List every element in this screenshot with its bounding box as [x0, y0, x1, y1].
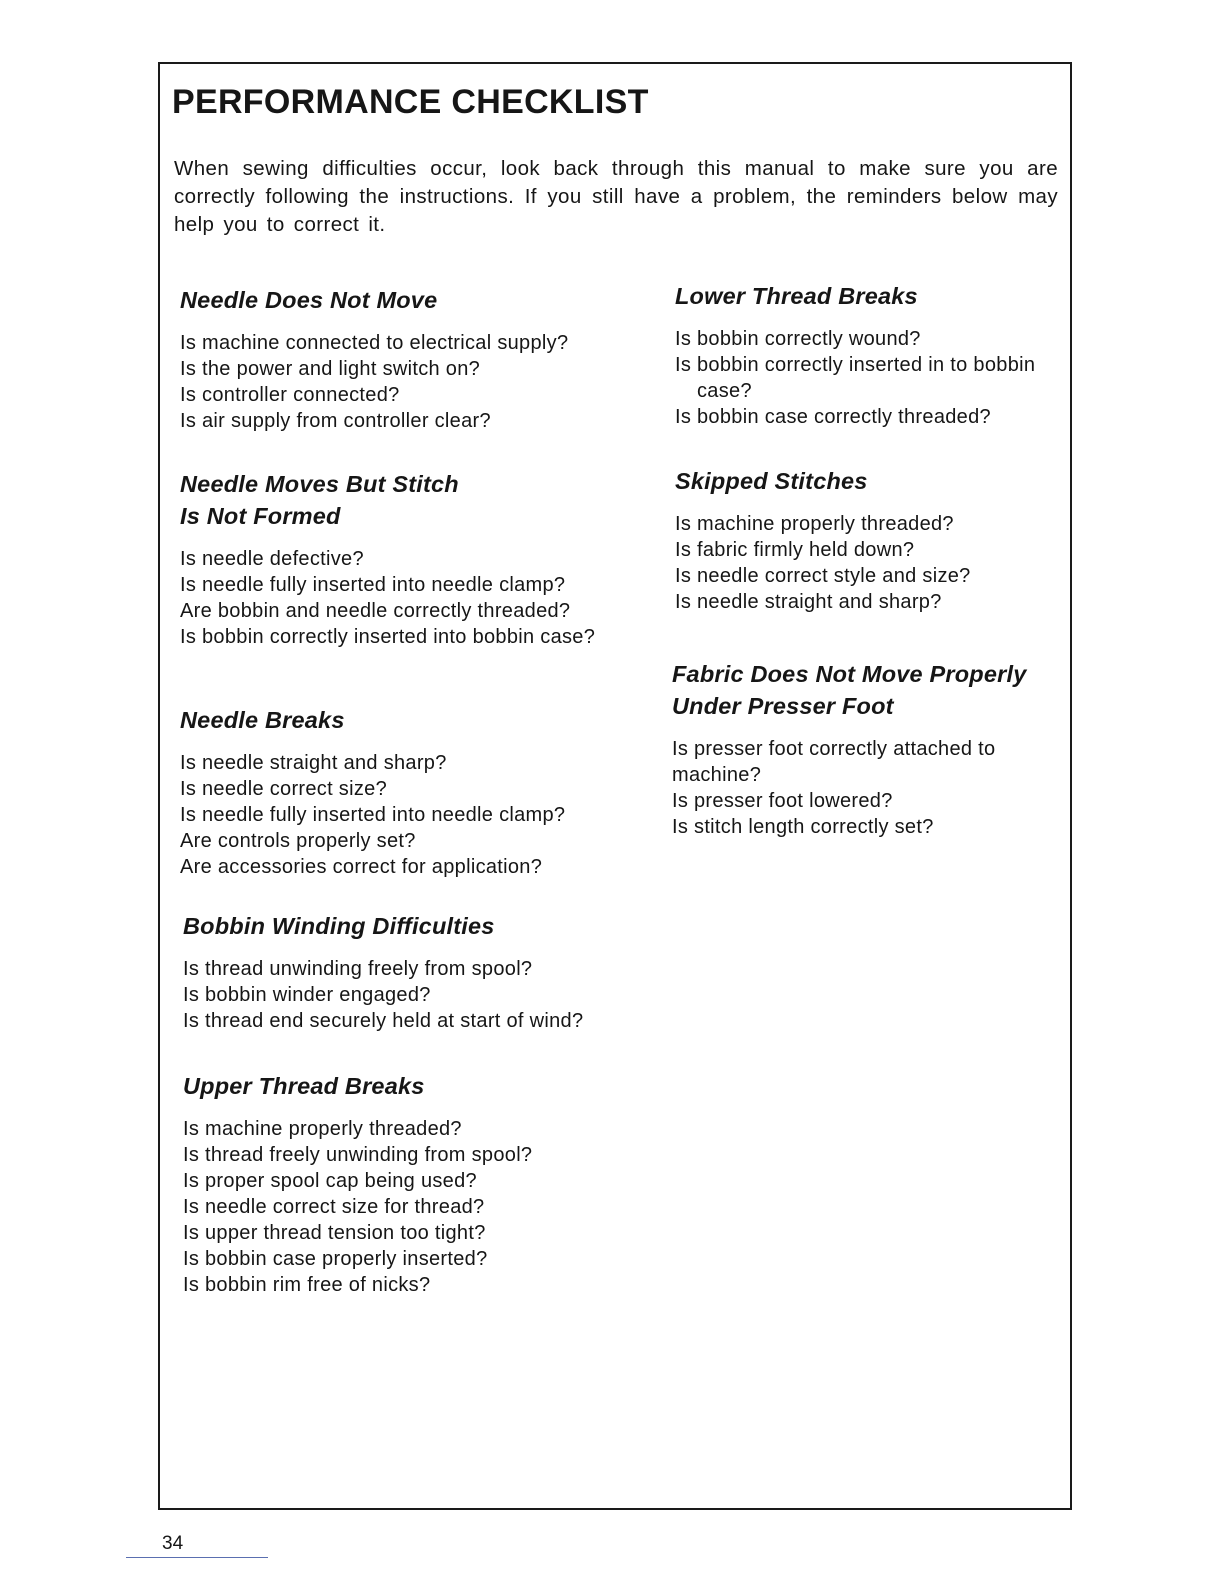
checklist-item: Is fabric firmly held down? — [675, 539, 915, 561]
section-upper-thread-breaks — [183, 1070, 633, 1298]
checklist-item: Are accessories correct for application? — [180, 856, 543, 878]
section-heading: Upper Thread Breaks — [183, 1073, 425, 1099]
checklist-item: Is thread unwinding freely from spool? — [183, 958, 533, 980]
section-bobbin-winding-difficulties — [183, 910, 633, 1034]
section-heading: Skipped Stitches — [675, 468, 868, 494]
checklist-item: Are bobbin and needle correctly threaded? — [180, 600, 571, 622]
checklist-item: Is proper spool cap being used? — [183, 1170, 477, 1192]
page-title: PERFORMANCE CHECKLIST — [172, 83, 649, 121]
checklist-item: Is bobbin case properly inserted? — [183, 1248, 488, 1270]
checklist-item: Are controls properly set? — [180, 830, 416, 852]
checklist — [180, 330, 630, 434]
checklist-item: Is stitch length correctly set? — [672, 816, 934, 838]
page-number: 34 — [162, 1533, 184, 1554]
checklist-item: Is needle defective? — [180, 548, 364, 570]
section-heading: Needle Does Not Move — [180, 287, 438, 313]
checklist-item: Is machine properly threaded? — [183, 1118, 462, 1140]
section-heading-line: Is Not Formed — [180, 503, 341, 529]
checklist-item: Is bobbin correctly wound? — [675, 328, 921, 350]
checklist-item: Is upper thread tension too tight? — [183, 1222, 486, 1244]
checklist-item: Is needle straight and sharp? — [675, 591, 942, 613]
checklist-item: Is needle fully inserted into needle clamp? — [180, 574, 566, 596]
section-lower-thread-breaks — [675, 280, 1055, 430]
checklist-item: Is bobbin rim free of nicks? — [183, 1274, 431, 1296]
checklist-item: Is bobbin case correctly threaded? — [675, 406, 991, 428]
checklist-item: Is bobbin winder engaged? — [183, 984, 431, 1006]
checklist-item: Is controller connected? — [180, 384, 400, 406]
section-needle-moves-but-stitch-not-formed — [180, 468, 630, 650]
checklist — [183, 1116, 633, 1298]
section-fabric-does-not-move — [672, 658, 1064, 840]
checklist — [183, 956, 633, 1034]
checklist-item: Is machine connected to electrical supply? — [180, 332, 569, 354]
section-needle-does-not-move — [180, 284, 630, 434]
checklist — [180, 750, 630, 880]
checklist-item: Is presser foot lowered? — [672, 790, 893, 812]
checklist-item: Is machine properly threaded? — [675, 513, 954, 535]
section-heading: Needle Breaks — [180, 707, 345, 733]
footer-rule — [126, 1557, 268, 1558]
checklist-item: Is bobbin correctly inserted in to bobbin case? — [675, 354, 1036, 402]
checklist-item: Is needle straight and sharp? — [180, 752, 447, 774]
section-heading — [180, 468, 630, 532]
checklist-item: Is thread end securely held at start of wind? — [183, 1010, 584, 1032]
checklist-item: Is needle correct size for thread? — [183, 1196, 485, 1218]
section-heading: Bobbin Winding Difficulties — [183, 913, 495, 939]
checklist-item: Is bobbin correctly inserted into bobbin case? — [180, 626, 596, 648]
checklist — [675, 326, 1055, 430]
section-heading — [672, 658, 1064, 722]
checklist-item: Is thread freely unwinding from spool? — [183, 1144, 533, 1166]
checklist-item: Is needle correct style and size? — [675, 565, 971, 587]
checklist-item: Is the power and light switch on? — [180, 358, 481, 380]
checklist — [672, 736, 1064, 840]
checklist — [180, 546, 630, 650]
section-needle-breaks — [180, 704, 630, 880]
checklist — [675, 511, 1055, 615]
section-heading-line: Under Presser Foot — [672, 693, 894, 719]
section-skipped-stitches — [675, 465, 1055, 615]
checklist-item: Is needle correct size? — [180, 778, 387, 800]
checklist-item: Is presser foot correctly attached to machine? — [672, 738, 996, 786]
intro-paragraph: When sewing difficulties occur, look back through this manual to make sure you are correctly following the instructions. If you still have a problem, the reminders below may help you to correct it. — [174, 157, 1058, 236]
checklist-item: Is air supply from controller clear? — [180, 410, 491, 432]
section-heading-line: Fabric Does Not Move Properly — [672, 661, 1027, 687]
section-heading-line: Needle Moves But Stitch — [180, 471, 459, 497]
section-heading: Lower Thread Breaks — [675, 283, 918, 309]
checklist-item: Is needle fully inserted into needle clamp? — [180, 804, 566, 826]
